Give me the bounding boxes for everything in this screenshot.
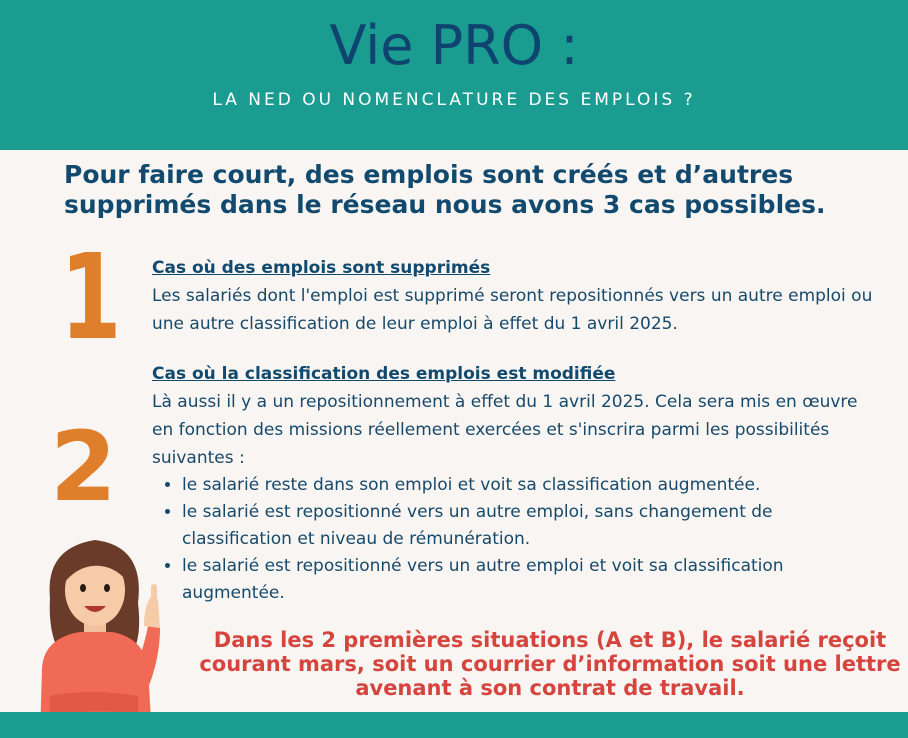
section-2	[152, 360, 882, 607]
section-1	[152, 254, 882, 338]
header-banner	[0, 0, 908, 150]
section-1-heading: Cas où des emplois sont supprimés	[152, 258, 491, 278]
section-number-1: 1	[60, 228, 122, 366]
conclusion-text: Dans les 2 premières situations (A et B), le salarié reçoit courant mars, soit un courrier d’information soit une lettre avenant à son contrat de travail.	[199, 628, 901, 700]
section-2-text: Là aussi il y a un repositionnement à effet du 1 avril 2025. Cela sera mis en œuvre en fonction des missions réellement exercées et s'inscrira parmi les possibilités suivantes :	[152, 392, 858, 468]
section-number-2: 2	[50, 411, 117, 523]
page-title: Vie PRO :	[329, 14, 579, 77]
bullet-item: • le salarié est repositionné vers un autre emploi et voit sa classification augmentée.	[182, 553, 882, 607]
section-1-text: Les salariés dont l'emploi est supprimé seront repositionnés vers un autre emploi ou une autre classification de leur emploi à effet du 1 avril 2025.	[152, 286, 873, 334]
woman-pointing-illustration	[20, 528, 190, 738]
intro-text: Pour faire court, des emplois sont créés et d’autres supprimés dans le réseau nous avons 3 cas possibles.	[64, 160, 826, 219]
page-subtitle: LA NED OU NOMENCLATURE DES EMPLOIS ?	[212, 90, 696, 110]
bullet-item: • le salarié est repositionné vers un autre emploi, sans changement de classification et niveau de rémunération.	[182, 499, 882, 553]
footer-band	[0, 712, 908, 738]
section-2-heading: Cas où la classification des emplois est modifiée	[152, 364, 616, 384]
bullet-item: • le salarié reste dans son emploi et voit sa classification augmentée.	[182, 472, 882, 499]
section-2-bullets	[152, 472, 882, 607]
